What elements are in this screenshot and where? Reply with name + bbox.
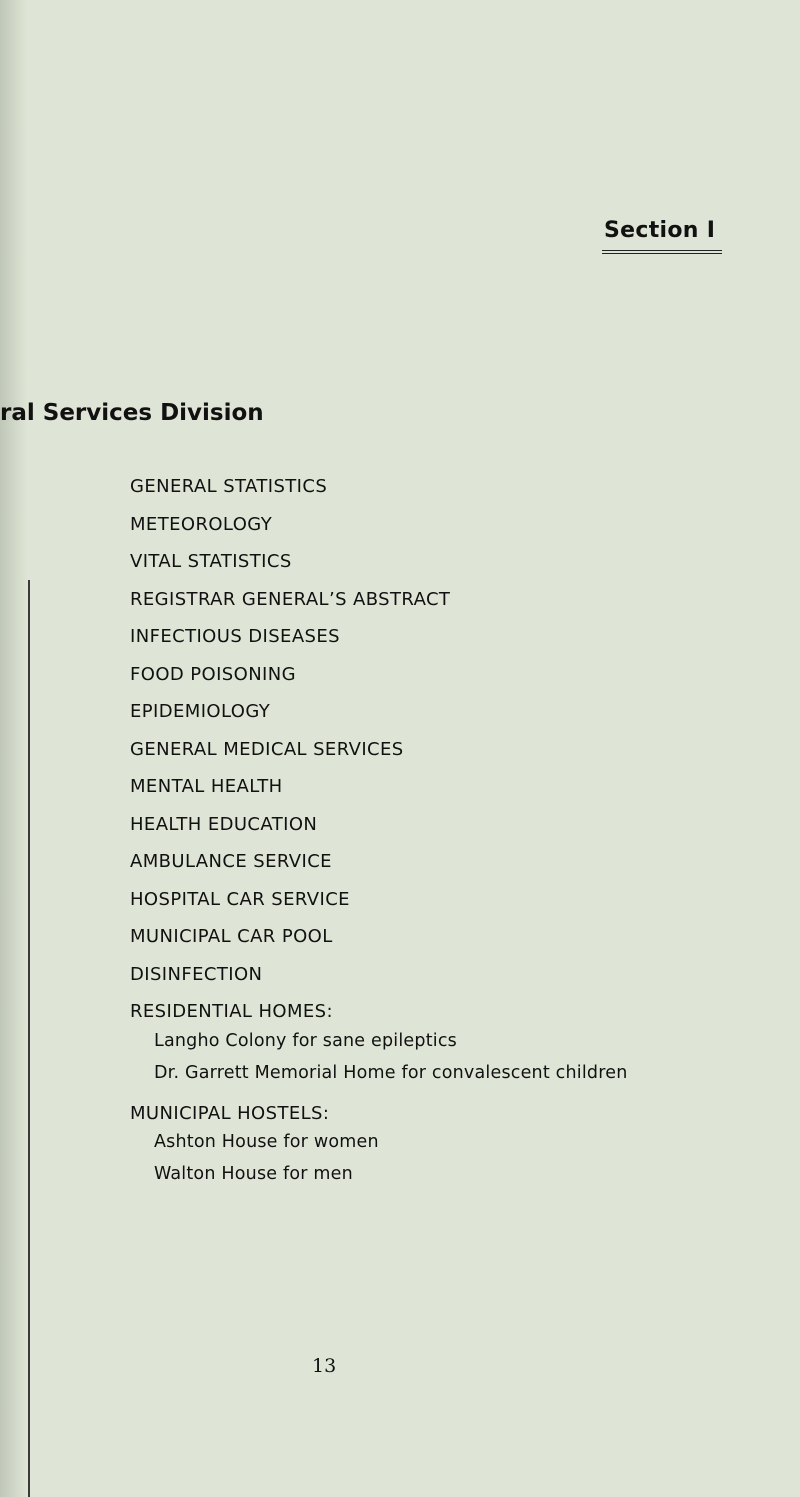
municipal-hostels-heading: MUNICIPAL HOSTELS: [130, 1102, 330, 1124]
residential-home-entry: Dr. Garrett Memorial Home for convalescent children [154, 1062, 628, 1083]
binding-edge [28, 580, 30, 1497]
contents-item: DISINFECTION [130, 963, 263, 985]
contents-item: METEOROLOGY [130, 513, 273, 535]
residential-home-entry: Langho Colony for sane epileptics [154, 1030, 457, 1051]
section-heading-underline [602, 250, 722, 254]
municipal-hostel-entry: Walton House for men [154, 1164, 353, 1184]
page-edge-shadow [0, 0, 28, 1497]
residential-homes-list [154, 1025, 627, 1089]
municipal-hostel-entry: Ashton House for women [154, 1132, 379, 1152]
municipal-hostels-group [130, 1126, 627, 1190]
residential-homes-group [130, 1025, 627, 1089]
section-heading: Section I [604, 218, 716, 243]
contents-item: INFECTIOUS DISEASES [130, 626, 340, 647]
contents-item: AMBULANCE SERVICE [130, 851, 332, 872]
contents-item: HOSPITAL CAR SERVICE [130, 888, 350, 910]
contents-item: MENTAL HEALTH [130, 776, 283, 797]
contents-item: REGISTRAR GENERAL’S ABSTRACT [130, 588, 451, 610]
residential-homes-heading: RESIDENTIAL HOMES: [130, 1001, 333, 1022]
contents-item: GENERAL STATISTICS [130, 476, 328, 497]
contents-item: HEALTH EDUCATION [130, 813, 318, 835]
municipal-hostels-list [154, 1126, 627, 1190]
contents-item: MUNICIPAL CAR POOL [130, 926, 333, 947]
contents-item: FOOD POISONING [130, 663, 296, 685]
contents-list [130, 468, 627, 1196]
contents-item: VITAL STATISTICS [130, 551, 292, 572]
contents-item: GENERAL MEDICAL SERVICES [130, 738, 404, 760]
contents-item: EPIDEMIOLOGY [130, 701, 271, 722]
page-number: 13 [312, 1355, 337, 1377]
division-title: ral Services Division [0, 400, 264, 426]
